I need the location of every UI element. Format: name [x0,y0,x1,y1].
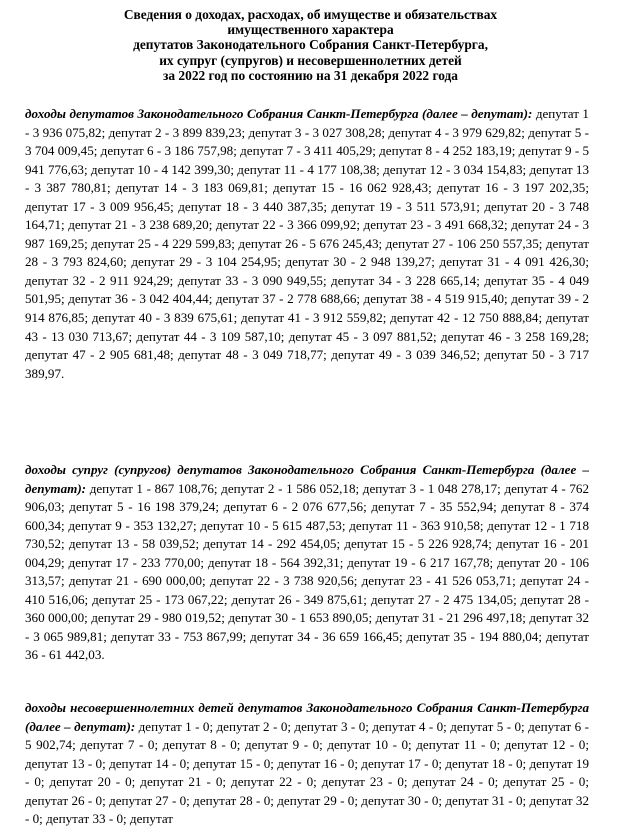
section-body: депутат 1 - 0; депутат 2 - 0; депутат 3 - 0; депутат 4 - 0; депутат 5 - 0; депутат 6 - 5 902,74; депутат 7 - 0; депутат 8 - 0; депутат 9 - 0; депутат 10 - 0; депутат 11 - 0; депутат 12 - 0; депутат 13 - 0; депутат 14 - 0; депутат 15 - 0; депутат 16 - 0; депутат 17 - 0; депутат 18 - 0; депутат 19 - 0; депутат 20 - 0; депутат 21 - 0; депутат 22 - 0; депутат 23 - 0; депутат 24 - 0; депутат 25 - 0; депутат 26 - 0; депутат 27 - 0; депутат 28 - 0; депутат 29 - 0; депутат 30 - 0; депутат 31 - 0; депутат 32 - 0; депутат 33 - 0; депутат [25,718,589,827]
title-line: депутатов Законодательного Собрания Санкт-Петербурга, [133,37,488,53]
title-line: их супруг (супругов) и несовершеннолетних детей [159,52,462,68]
section-deputies-income [25,105,589,383]
section-body: депутат 1 - 867 108,76; депутат 2 - 1 586 052,18; депутат 3 - 1 048 278,17; депутат 4 - 762 906,03; депутат 5 - 16 198 379,24; депутат 6 - 2 076 677,56; депутат 7 - 35 552,94; депутат 8 - 374 600,34; депутат 9 - 353 132,27; депутат 10 - 5 615 487,53; депутат 11 - 363 910,58; депутат 12 - 1 718 730,52; депутат 13 - 58 039,52; депутат 14 - 292 454,05; депутат 15 - 5 226 928,74; депутат 16 - 201 004,29; депутат 17 - 233 770,00; депутат 18 - 564 392,31; депутат 19 - 6 217 167,78; депутат 20 - 106 313,57; депутат 21 - 690 000,00; депутат 22 - 3 738 920,56; депутат 23 - 41 526 053,71; депутат 24 - 410 516,06; депутат 25 - 173 067,22; депутат 26 - 349 875,61; депутат 27 - 2 475 134,05; депутат 28 - 360 000,00; депутат 29 - 980 019,52; депутат 30 - 1 653 890,05; депутат 31 - 21 296 497,18; депутат 32 - 3 065 989,81; депутат 33 - 753 867,99; депутат 34 - 36 659 166,45; депутат 35 - 194 880,04; депутат 36 - 61 442,03. [25,480,589,663]
section-heading: доходы несовершеннолетних детей депутатов Законодательного Собрания Санкт-Петербурга (далее – депутат): [25,700,589,734]
section-heading: доходы депутатов Законодательного Собрания Санкт-Петербурга (далее – депутат): [25,106,533,121]
document-title [40,7,581,83]
title-line: за 2022 год по состоянию на 31 декабря 2022 года [163,67,458,83]
title-line: имущественного характера [227,22,394,38]
section-heading: доходы супруг (супругов) депутатов Законодательного Собрания Санкт-Петербурга (далее – депутат): [25,462,589,496]
section-children-income [25,699,589,829]
section-spouses-income [25,461,589,665]
section-body: депутат 1 - 3 936 075,82; депутат 2 - 3 899 839,23; депутат 3 - 3 027 308,28; депутат 4 - 3 979 629,82; депутат 5 - 3 704 009,45; депутат 6 - 3 186 757,98; депутат 7 - 3 411 405,29; депутат 8 - 4 252 183,19; депутат 9 - 5 941 776,63; депутат 10 - 4 142 399,30; депутат 11 - 4 177 108,38; депутат 12 - 3 034 154,83; депутат 13 - 3 387 780,81; депутат 14 - 3 183 069,81; депутат 15 - 16 062 928,43; депутат 16 - 3 197 202,35; депутат 17 - 3 009 956,45; депутат 18 - 3 440 387,35; депутат 19 - 3 511 573,91; депутат 20 - 3 748 164,71; депутат 21 - 3 238 689,20; депутат 22 - 3 366 099,92; депутат 23 - 3 491 668,32; депутат 24 - 3 987 169,25; депутат 25 - 4 229 599,83; депутат 26 - 5 676 245,43; депутат 27 - 106 250 557,35; депутат 28 - 3 793 824,60; депутат 29 - 3 104 254,95; депутат 30 - 2 948 139,27; депутат 31 - 4 091 426,30; депутат 32 - 2 911 924,29; депутат 33 - 3 090 949,55; депутат 34 - 3 228 665,14; депутат 35 - 4 049 501,95; депутат 36 - 3 042 404,44; депутат 37 - 2 778 688,66; депутат 38 - 4 519 915,40; депутат 39 - 2 914 876,85; депутат 40 - 3 839 675,61; депутат 41 - 3 912 559,82; депутат 42 - 12 750 888,84; депутат 43 - 13 030 713,67; депутат 44 - 3 109 587,10; депутат 45 - 3 097 881,52; депутат 46 - 3 258 169,28; депутат 47 - 2 905 681,48; депутат 48 - 3 049 718,77; депутат 49 - 3 039 346,52; депутат 50 - 3 717 389,97. [25,106,590,381]
title-line: Сведения о доходах, расходах, об имуществе и обязательствах [123,7,498,22]
